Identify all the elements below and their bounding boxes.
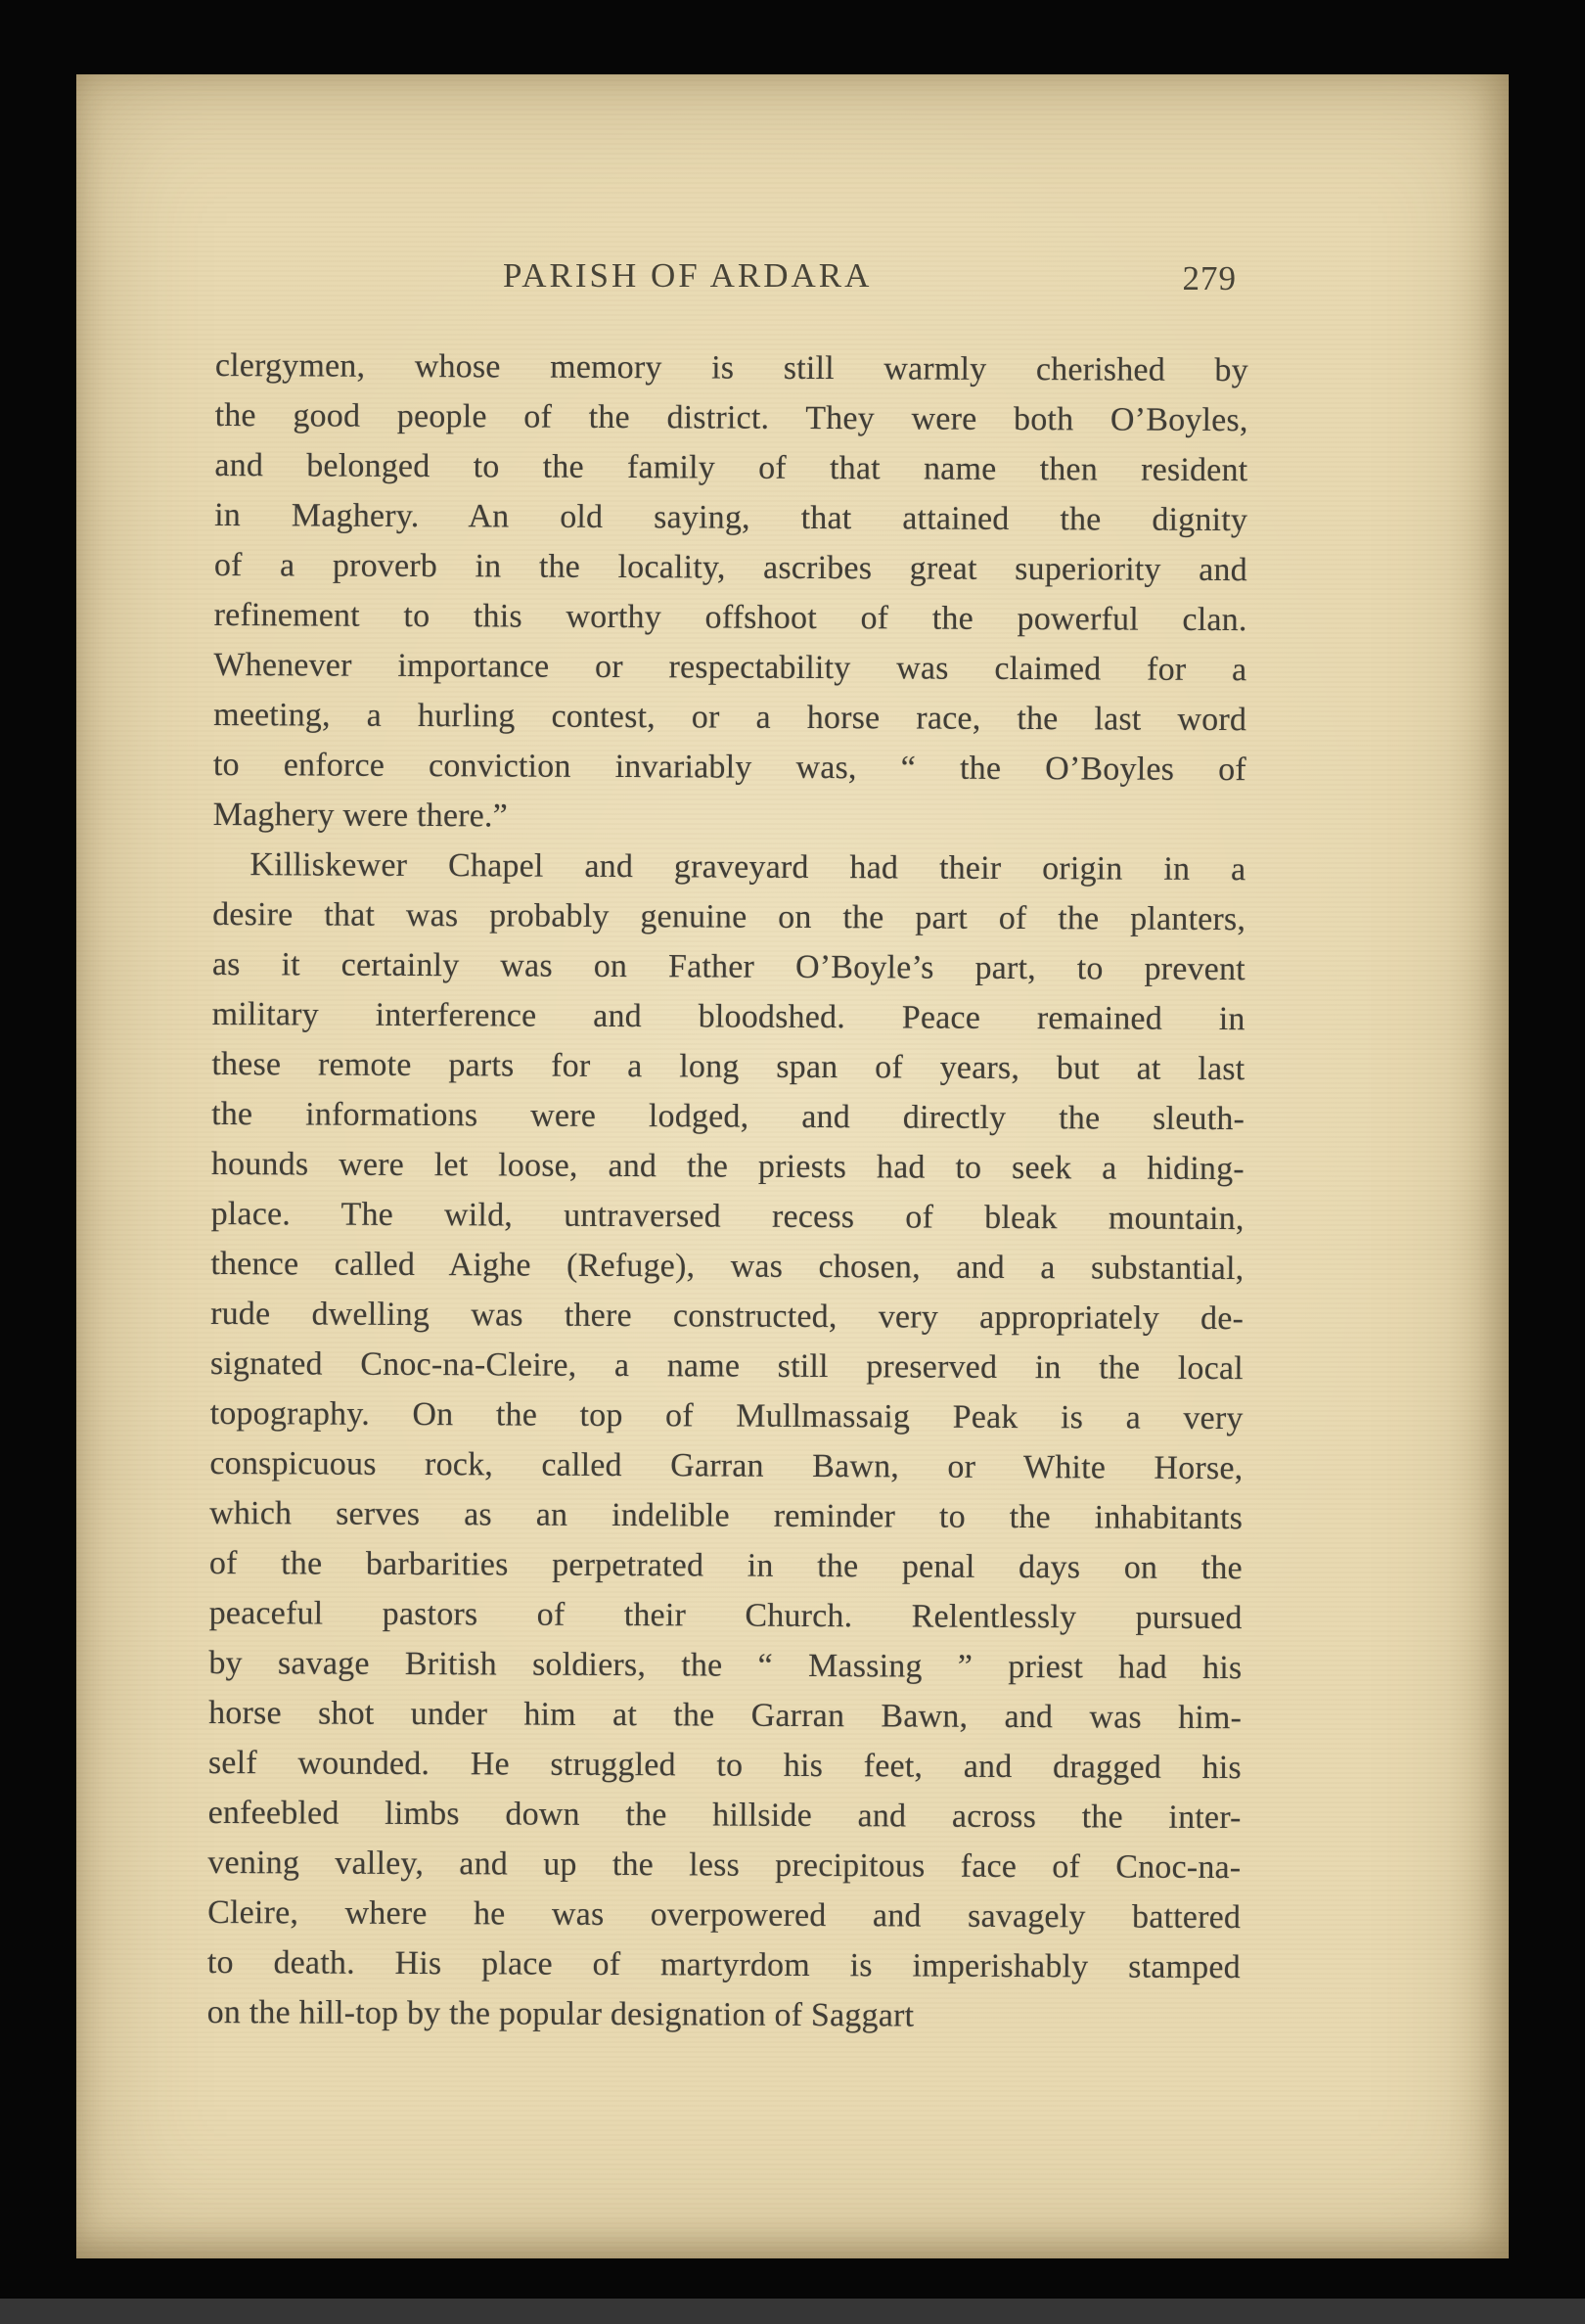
text-line: conspicuous rock, called Garran Bawn, or White Horse, (209, 1444, 1244, 1487)
body-text (207, 341, 1248, 2042)
text-line: Cleire, where he was overpowered and savagely battered (207, 1893, 1242, 1937)
text-line: topography. On the top of Mullmassaig Peak is a very (209, 1394, 1244, 1437)
text-line: to enforce conviction invariably was, “ the O’Boyles of (212, 746, 1246, 789)
text-line: to death. His place of martyrdom is imperishably stamped (206, 1943, 1241, 1986)
text-line: enfeebled limbs down the hillside and across the inter- (207, 1794, 1242, 1837)
book-page (76, 74, 1509, 2258)
text-line: Killiskewer Chapel and graveyard had their origin in a (249, 846, 1246, 889)
page-title: PARISH OF ARDARA (503, 256, 873, 295)
text-line: which serves as an indelible reminder to the inhabitants (209, 1494, 1244, 1537)
text-line: and belonged to the family of that name then resident (214, 446, 1248, 489)
text-line: rude dwelling was there constructed, very appropriately de- (210, 1295, 1245, 1338)
text-line: by savage British soldiers, the “ Massing ” priest had his (208, 1644, 1243, 1687)
text-line: of the barbarities perpetrated in the penal days on the (208, 1544, 1243, 1587)
text-line: meeting, a hurling contest, or a horse race, the last word (213, 696, 1247, 739)
text-line: of a proverb in the locality, ascribes great superiority and (213, 546, 1247, 589)
page-number: 279 (1182, 259, 1237, 297)
text-line: Whenever importance or respectability was claimed for a (213, 646, 1247, 689)
text-line: the good people of the district. They were both O’Boyles, (214, 396, 1248, 439)
text-line: as it certainly was on Father O’Boyle’s part, to prevent (211, 945, 1245, 988)
text-line: military interference and bloodshed. Peace remained in (211, 995, 1245, 1038)
text-line: desire that was probably genuine on the part of the planters, (212, 895, 1246, 938)
page-header (215, 256, 1248, 315)
text-line: Maghery were there.” (212, 796, 509, 835)
text-line: signated Cnoc-na-Cleire, a name still preserved in the local (209, 1344, 1244, 1388)
text-line: these remote parts for a long span of years, but at last (211, 1045, 1245, 1088)
text-line: the informations were lodged, and directly the sleuth- (211, 1095, 1245, 1138)
text-line: place. The wild, untraversed recess of bleak mountain, (210, 1195, 1245, 1238)
paragraph (207, 840, 1246, 2042)
text-line: self wounded. He struggled to his feet, and dragged his (207, 1744, 1242, 1787)
text-line: vening valley, and up the less precipitous face of Cnoc-na- (207, 1844, 1242, 1887)
paragraph (213, 341, 1248, 844)
text-line: hounds were let loose, and the priests had to seek a hiding- (210, 1145, 1245, 1188)
text-line: peaceful pastors of their Church. Relentlessly pursued (208, 1594, 1243, 1637)
text-line: thence called Aighe (Refuge), was chosen, and a substantial, (210, 1245, 1245, 1288)
text-line: horse shot under him at the Garran Bawn, and was him- (208, 1694, 1243, 1737)
text-line: in Maghery. An old saying, that attained the dignity (214, 496, 1248, 539)
text-line: clergymen, whose memory is still warmly cherished by (214, 346, 1248, 389)
text-line: refinement to this worthy offshoot of the powerful clan. (213, 596, 1247, 639)
text-line: on the hill-top by the popular designation of Saggart (206, 1993, 915, 2034)
